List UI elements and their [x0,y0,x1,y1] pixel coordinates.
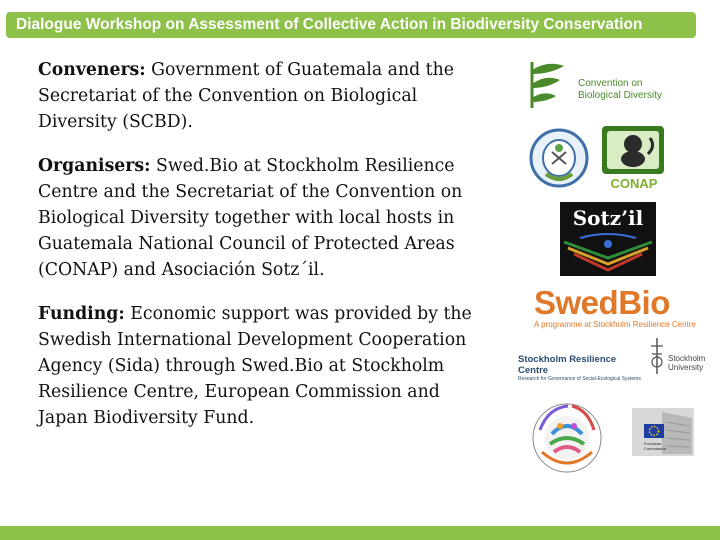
swedbio-logo [534,284,704,332]
stockholm-university-logo [648,334,704,380]
su-line1: Stockholm [668,354,706,363]
sotzil-pattern-icon [560,232,656,276]
organisers-label: Organisers: [38,156,151,176]
cbd-logo [524,56,674,112]
body-text [38,57,478,449]
conveners-text: Government of Guatemala and the Secretariat of the Convention on Biological Diversity (SCBD). [38,60,454,132]
guatemala-seal [526,126,592,190]
japan-biodiversity-fund-logo [528,400,606,476]
swedbio-subtitle: A programme at Stockholm Resilience Centre [534,320,696,329]
footer-bar [0,526,720,540]
conveners-paragraph [38,57,478,135]
ec-line1: European [644,441,662,446]
slide-title-bar [6,12,696,38]
sotzil-label: Sotz’il [572,206,644,230]
guatemala-seal-icon [526,126,592,190]
cbd-leaf-icon [524,56,574,110]
src-subtitle: Research for Governance of Social-Ecological Systems [518,376,641,382]
organisers-paragraph [38,153,478,283]
conap-logo [598,124,670,192]
conap-monkey-icon [598,124,668,176]
conap-label: CONAP [610,176,658,191]
organisers-text: Swed.Bio at Stockholm Resilience Centre and the Secretariat of the Convention on Biological Diversity together with local hosts in Guatemala National Council of Protected Areas (CONAP) and Asociación Sotz´il. [38,156,463,280]
sotzil-logo [560,202,656,276]
european-commission-logo [632,408,698,458]
funding-text: Economic support was provided by the Swedish International Development Cooperation Agency (Sida) through Swed.Bio at Stockholm Resilience Centre, European Commission and Japan Biodiversity Fund. [38,304,472,428]
funding-label: Funding: [38,304,125,324]
cbd-line2: Biological Diversity [578,90,662,101]
ec-line2: Commission [644,446,667,451]
su-crest-icon [648,336,666,376]
src-label: Stockholm Resilience Centre [518,354,617,376]
funding-paragraph [38,301,478,431]
src-logo [518,354,646,380]
slide-title: Dialogue Workshop on Assessment of Collective Action in Biodiversity Conservation [16,16,643,33]
cbd-line1: Convention on [578,78,643,89]
su-line2: University [668,363,704,372]
swedbio-label: SwedBio [534,284,670,321]
conveners-label: Conveners: [38,60,146,80]
jbf-emblem-icon [528,400,606,476]
